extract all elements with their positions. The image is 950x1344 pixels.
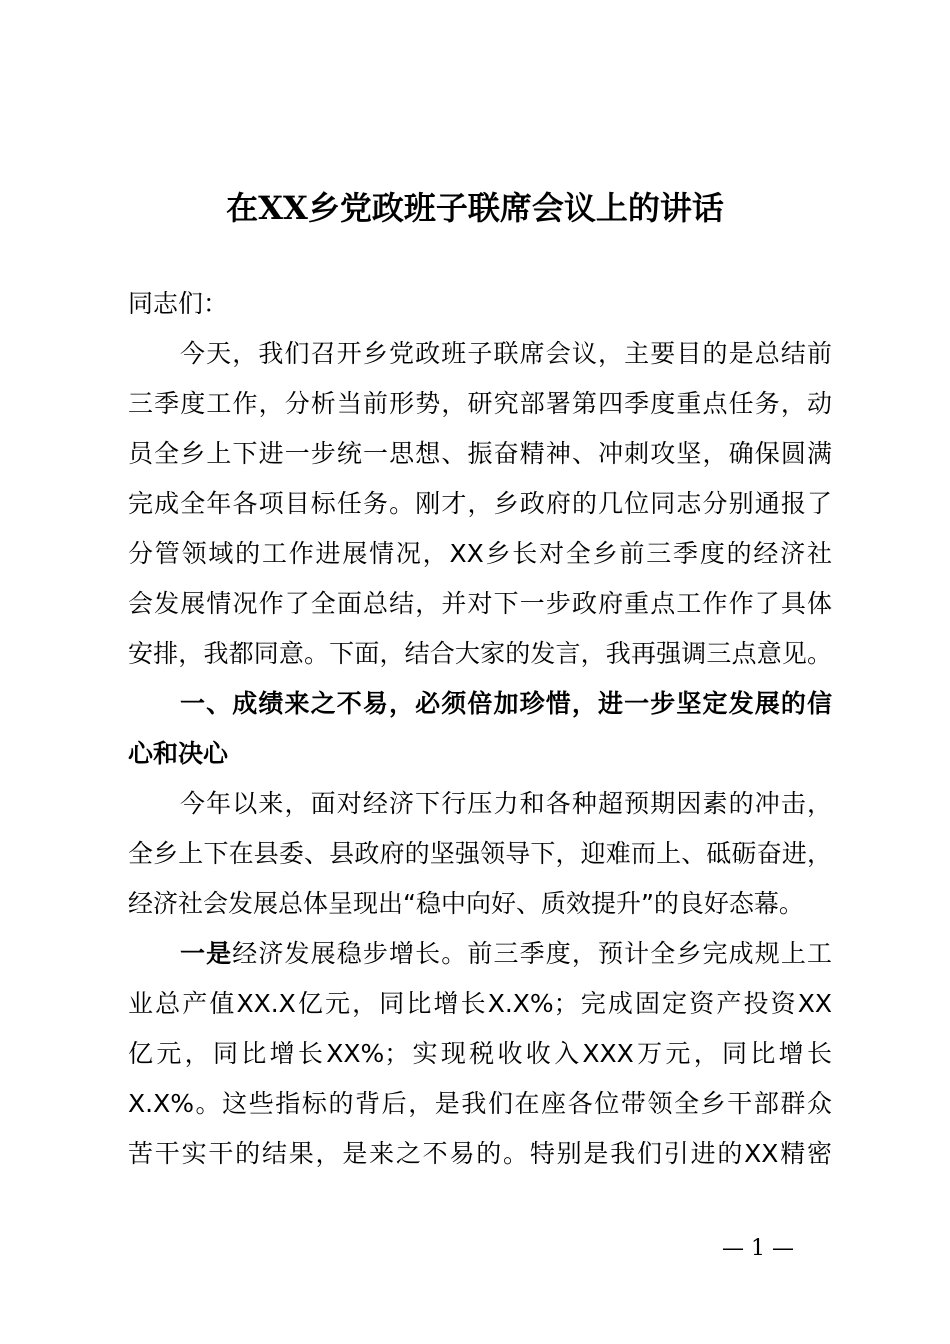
text-line: 苦干实干的结果，是来之不易的。特别是我们引进的XX精密 [128,1139,832,1168]
text-span: 经济发展稳步增长。前三季度，预计全乡完成规上工 [232,939,832,968]
text-line: 经济社会发展总体呈现出“稳中向好、质效提升”的良好态幕。 [128,889,804,918]
text-line: 今年以来，面对经济下行压力和各种超预期因素的冲击， [180,789,832,818]
text-line: 会发展情况作了全面总结，并对下一步政府重点工作作了具体 [128,589,832,618]
text-line: 业总产值XX.X亿元，同比增长X.X%；完成固定资产投资XX [128,989,832,1018]
paragraph-economy [128,929,832,1179]
text-line: 三季度工作，分析当前形势，研究部署第四季度重点任务，动 [128,389,832,418]
paragraph-lead: 一是 [180,939,233,968]
page-number: — 1 — [722,1236,794,1261]
section-heading-1 [128,679,832,779]
text-line: 安排，我都同意。下面，结合大家的发言，我再强调三点意见。 [128,639,832,668]
document-title: 在XX乡党政班子联席会议上的讲话 [226,189,724,227]
paragraph-overview [128,779,832,929]
text-line: 分管领域的工作进展情况，XX乡长对全乡前三季度的经济社 [128,539,832,568]
text-line [128,929,832,979]
paragraph-intro [128,329,832,679]
heading-line: 一、成绩来之不易，必须倍加珍惜，进一步坚定发展的信 [180,689,832,718]
salutation: 同志们： [128,289,229,318]
heading-line: 心和决心 [128,739,229,768]
text-line: 完成全年各项目标任务。刚才，乡政府的几位同志分别通报了 [128,489,832,518]
text-line: X.X%。这些指标的背后，是我们在座各位带领全乡干部群众 [128,1089,832,1118]
document-body [128,279,832,1179]
text-line: 亿元，同比增长XX%；实现税收收入XXX万元，同比增长 [128,1039,832,1068]
text-line: 今天，我们召开乡党政班子联席会议，主要目的是总结前 [180,339,832,368]
text-line: 全乡上下在县委、县政府的坚强领导下，迎难而上、砥砺奋进， [128,839,832,868]
text-line: 员全乡上下进一步统一思想、振奋精神、冲刺攻坚，确保圆满 [128,439,832,468]
